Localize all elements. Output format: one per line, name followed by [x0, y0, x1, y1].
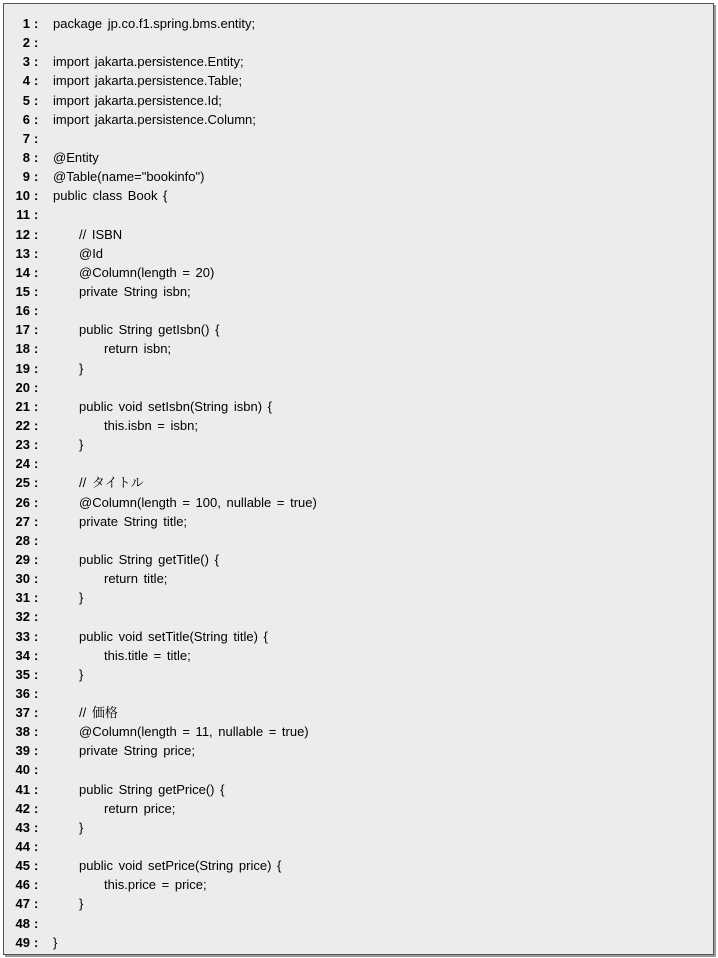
line-number-separator: : [34, 417, 39, 433]
line-number-separator: : [34, 475, 39, 491]
line-number: 10 [15, 188, 30, 204]
line-number: 28 [15, 532, 30, 548]
line-number-separator: : [34, 188, 39, 204]
line-number-separator: : [34, 571, 39, 587]
code-line [4, 588, 713, 607]
code-text: import jakarta.persistence.Entity; [53, 54, 244, 70]
code-listing-frame [3, 3, 714, 955]
line-number-separator: : [34, 705, 39, 721]
code-text: @Id [79, 245, 104, 261]
code-text: @Column(length = 11, nullable = true) [79, 724, 309, 740]
line-number: 4 [22, 73, 30, 89]
code-line [4, 760, 713, 779]
line-number-separator: : [34, 513, 39, 529]
code-text: @Table(name="bookinfo") [53, 169, 205, 185]
code-text: } [53, 934, 58, 950]
line-number-separator: : [34, 35, 39, 51]
line-number-separator: : [34, 724, 39, 740]
code-text: private String title; [79, 513, 188, 529]
code-line [4, 129, 713, 148]
code-line [4, 397, 713, 416]
code-text: this.title = title; [104, 647, 191, 663]
line-number-separator: : [34, 54, 39, 70]
line-number-separator: : [34, 456, 39, 472]
code-text: @Column(length = 100, nullable = true) [79, 494, 317, 510]
line-number-separator: : [34, 283, 39, 299]
line-number: 6 [22, 111, 30, 127]
line-number: 24 [15, 456, 30, 472]
code-line [4, 110, 713, 129]
line-number: 16 [15, 303, 30, 319]
code-text: @Column(length = 20) [79, 264, 215, 280]
line-number: 48 [15, 915, 30, 931]
code-text: public class Book { [53, 188, 168, 204]
code-line [4, 799, 713, 818]
line-number: 39 [15, 743, 30, 759]
code-line [4, 14, 713, 33]
line-number-separator: : [34, 800, 39, 816]
code-line [4, 359, 713, 378]
code-line [4, 607, 713, 626]
code-text: public String getIsbn() { [79, 322, 220, 338]
line-number: 14 [15, 264, 30, 280]
code-line [4, 722, 713, 741]
line-number-separator: : [34, 590, 39, 606]
line-number-separator: : [34, 264, 39, 280]
line-number-separator: : [34, 647, 39, 663]
code-line [4, 148, 713, 167]
line-number: 19 [15, 360, 30, 376]
code-line [4, 646, 713, 665]
line-number-separator: : [34, 877, 39, 893]
code-line [4, 205, 713, 224]
line-number: 25 [15, 475, 30, 491]
code-line [4, 684, 713, 703]
line-number-separator: : [34, 915, 39, 931]
line-number: 21 [15, 398, 30, 414]
line-number: 9 [22, 169, 30, 185]
code-text: } [79, 360, 84, 376]
line-number-separator: : [34, 819, 39, 835]
line-number-separator: : [34, 92, 39, 108]
code-line [4, 167, 713, 186]
code-text: } [79, 896, 84, 912]
line-number-separator: : [34, 934, 39, 950]
code-text: } [79, 590, 84, 606]
code-line [4, 837, 713, 856]
code-listing [4, 14, 713, 952]
code-line [4, 894, 713, 913]
code-line [4, 416, 713, 435]
code-line [4, 627, 713, 646]
line-number-separator: : [34, 494, 39, 510]
line-number: 44 [15, 839, 30, 855]
line-number-separator: : [34, 437, 39, 453]
line-number: 27 [15, 513, 30, 529]
code-line [4, 263, 713, 282]
line-number: 26 [15, 494, 30, 510]
line-number: 22 [15, 417, 30, 433]
code-line [4, 33, 713, 52]
code-line [4, 244, 713, 263]
line-number-separator: : [34, 628, 39, 644]
line-number-separator: : [34, 16, 39, 31]
line-number-separator: : [34, 169, 39, 185]
code-text: // タイトル [79, 475, 144, 491]
code-line [4, 856, 713, 875]
code-text: public String getPrice() { [79, 781, 225, 797]
code-text: public void setPrice(String price) { [79, 858, 282, 874]
code-text: import jakarta.persistence.Table; [53, 73, 243, 89]
line-number-separator: : [34, 839, 39, 855]
line-number-separator: : [34, 226, 39, 242]
line-number: 13 [15, 245, 30, 261]
line-number-separator: : [34, 130, 39, 146]
code-line [4, 301, 713, 320]
line-number: 32 [15, 609, 30, 625]
code-text: // ISBN [79, 226, 123, 242]
code-line [4, 512, 713, 531]
code-text: this.price = price; [104, 877, 207, 893]
code-line [4, 454, 713, 473]
code-line [4, 875, 713, 894]
code-line [4, 531, 713, 550]
code-line [4, 741, 713, 760]
line-number-separator: : [34, 322, 39, 338]
line-number-separator: : [34, 341, 39, 357]
code-line [4, 914, 713, 933]
line-number: 35 [15, 666, 30, 682]
code-text: private String price; [79, 743, 195, 759]
line-number-separator: : [34, 762, 39, 778]
line-number: 41 [15, 781, 30, 797]
code-line [4, 933, 713, 952]
code-line [4, 473, 713, 492]
code-line [4, 703, 713, 722]
code-text: import jakarta.persistence.Column; [53, 111, 256, 127]
code-line [4, 493, 713, 512]
code-text: import jakarta.persistence.Id; [53, 92, 222, 108]
line-number: 49 [15, 934, 30, 950]
code-line [4, 91, 713, 110]
code-line [4, 282, 713, 301]
line-number-separator: : [34, 149, 39, 165]
line-number: 29 [15, 551, 30, 567]
line-number-separator: : [34, 896, 39, 912]
code-text: public String getTitle() { [79, 551, 219, 567]
code-line [4, 320, 713, 339]
code-line [4, 569, 713, 588]
line-number-separator: : [34, 685, 39, 701]
code-text: return title; [104, 571, 168, 587]
line-number: 12 [15, 226, 30, 242]
line-number: 8 [22, 149, 30, 165]
code-text: @Entity [53, 149, 99, 165]
line-number: 45 [15, 858, 30, 874]
line-number: 47 [15, 896, 30, 912]
code-line [4, 339, 713, 358]
code-line [4, 71, 713, 90]
line-number-separator: : [34, 360, 39, 376]
line-number: 15 [15, 283, 30, 299]
line-number-separator: : [34, 111, 39, 127]
line-number: 36 [15, 685, 30, 701]
line-number: 40 [15, 762, 30, 778]
line-number-separator: : [34, 245, 39, 261]
line-number: 34 [15, 647, 30, 663]
line-number-separator: : [34, 207, 39, 223]
code-text: return isbn; [104, 341, 172, 357]
line-number: 31 [15, 590, 30, 606]
code-text: this.isbn = isbn; [104, 417, 198, 433]
line-number: 7 [22, 130, 30, 146]
code-line [4, 818, 713, 837]
line-number: 2 [22, 35, 30, 51]
code-text: } [79, 819, 84, 835]
code-line [4, 186, 713, 205]
line-number: 11 [16, 207, 30, 223]
code-line [4, 225, 713, 244]
line-number-separator: : [34, 551, 39, 567]
line-number: 37 [15, 705, 30, 721]
code-text: package jp.co.f1.spring.bms.entity; [53, 16, 256, 31]
line-number-separator: : [34, 379, 39, 395]
code-text: return price; [104, 800, 176, 816]
line-number: 46 [15, 877, 30, 893]
line-number: 42 [15, 800, 30, 816]
code-line [4, 665, 713, 684]
code-text: public void setTitle(String title) { [79, 628, 268, 644]
code-text: // 価格 [79, 705, 118, 721]
line-number-separator: : [34, 666, 39, 682]
line-number: 1 [22, 16, 30, 31]
line-number: 23 [15, 437, 30, 453]
line-number: 20 [15, 379, 30, 395]
line-number-separator: : [34, 398, 39, 414]
line-number-separator: : [34, 858, 39, 874]
line-number-separator: : [34, 303, 39, 319]
line-number: 43 [15, 819, 30, 835]
line-number: 3 [22, 54, 30, 70]
code-line [4, 378, 713, 397]
code-line [4, 52, 713, 71]
code-text: public void setIsbn(String isbn) { [79, 398, 272, 414]
code-line [4, 550, 713, 569]
line-number-separator: : [34, 781, 39, 797]
code-text: } [79, 666, 84, 682]
code-text: private String isbn; [79, 283, 191, 299]
line-number-separator: : [34, 73, 39, 89]
line-number: 33 [15, 628, 30, 644]
line-number: 30 [15, 571, 30, 587]
line-number: 38 [15, 724, 30, 740]
code-line [4, 435, 713, 454]
line-number: 5 [22, 92, 30, 108]
line-number: 17 [15, 322, 30, 338]
line-number-separator: : [34, 532, 39, 548]
code-text: } [79, 437, 84, 453]
line-number-separator: : [34, 743, 39, 759]
line-number: 18 [15, 341, 30, 357]
code-line [4, 780, 713, 799]
line-number-separator: : [34, 609, 39, 625]
